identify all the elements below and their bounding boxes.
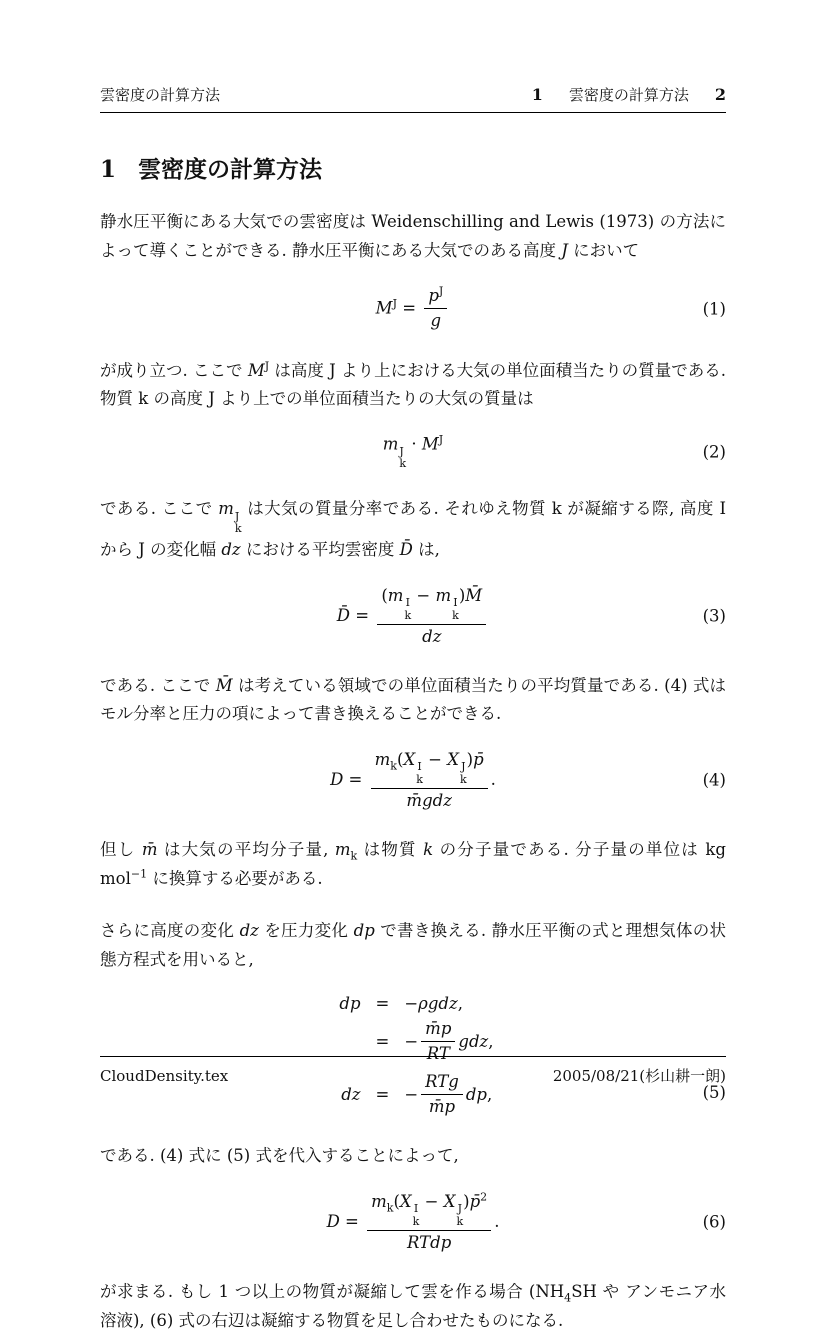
footer-filename: CloudDensity.tex <box>100 1067 229 1085</box>
text-run: である. ここで <box>100 675 216 695</box>
math-base: M <box>247 360 265 380</box>
math-subscript: k <box>412 1215 420 1229</box>
eq-row-equals: = <box>375 994 390 1014</box>
equation-6 <box>100 1191 726 1254</box>
text-run: − <box>404 994 419 1014</box>
math-italic: M̄ <box>215 675 233 695</box>
math-italic: dp <box>339 994 361 1014</box>
fraction-denominator <box>421 1095 463 1118</box>
section-number: 1 <box>100 156 117 183</box>
math-scripts <box>416 761 423 786</box>
math-italic: J <box>561 240 568 260</box>
equation-5-number: (5) <box>702 1083 726 1103</box>
math-superscript: J <box>438 432 444 446</box>
math-base: p̄ <box>469 1191 481 1211</box>
math-scripts <box>413 1203 420 1228</box>
math-superscript: J <box>457 1202 463 1216</box>
equation-3-number: (3) <box>702 606 726 626</box>
fraction-numerator <box>367 1191 491 1231</box>
text-run: . <box>494 1211 500 1231</box>
math-base: X <box>403 749 416 769</box>
section-heading <box>100 151 726 184</box>
section-title: 雲密度の計算方法 <box>138 157 323 183</box>
text-block <box>100 84 726 1335</box>
math-scripts <box>456 1203 463 1228</box>
text-run: は高度 J より上における大気の単位面積当たりの質量である. 物質 k の高度 J より上での単位面積当たりの大気の質量は <box>100 360 726 409</box>
equation-2-body <box>383 434 443 471</box>
text-run: − <box>419 1191 444 1211</box>
math-subscript: k <box>399 457 407 471</box>
math-italic: m̄gdz <box>406 790 452 810</box>
text-run: である. (4) 式に (5) 式を代入することによって, <box>100 1146 459 1166</box>
math-italic: p̄ <box>473 749 484 769</box>
equation-4 <box>100 749 726 812</box>
math-scripts <box>235 511 242 536</box>
math-italic: M̄ <box>465 585 483 605</box>
text-run: に換算する必要がある. <box>147 868 323 888</box>
text-run: ( <box>393 1191 400 1211</box>
math-superscript: 2 <box>480 1190 488 1204</box>
math-subscript: k <box>386 1201 394 1215</box>
fraction <box>424 285 447 333</box>
text-run: 静水圧平衡にある大気での雲密度は Weidenschilling and Lewis (1973) の方法によって導くことができる. 静水圧平衡にある大気でのある高度 <box>100 212 726 260</box>
header-section-number: 1 <box>531 85 543 104</box>
fraction <box>367 1191 491 1254</box>
text-run: ) <box>458 585 466 605</box>
text-run: , <box>457 994 463 1014</box>
text-run: − <box>404 1085 419 1105</box>
math-italic: D̄ <box>336 605 351 625</box>
eq-row-equals: = <box>375 1032 390 1052</box>
text-run: は大気の質量分率である. それゆえ物質 k が凝縮する際, 高度 I から J の変化幅 <box>100 499 726 560</box>
text-run: = <box>397 298 422 318</box>
paragraph-6 <box>100 917 726 974</box>
running-header <box>100 84 726 105</box>
text-run: が成り立つ. ここで <box>100 360 248 380</box>
text-run: さらに高度の変化 <box>100 921 240 941</box>
math-base: m <box>374 749 391 769</box>
eq-row-lhs <box>333 994 361 1013</box>
equation-4-body <box>330 749 496 812</box>
math-base: M <box>421 434 439 454</box>
text-run: , <box>487 1085 493 1105</box>
text-run: ( <box>397 749 404 769</box>
equation-6-number: (6) <box>702 1212 726 1232</box>
math-base: m <box>382 434 399 454</box>
running-header-left: 雲密度の計算方法 <box>100 86 221 104</box>
math-base: p <box>428 286 439 306</box>
math-italic: RT <box>426 1044 450 1064</box>
equation-1-body <box>376 285 451 333</box>
text-run: − <box>422 749 448 769</box>
text-run: · <box>406 434 422 454</box>
paragraph-5 <box>100 836 726 893</box>
math-base: m <box>218 499 234 519</box>
math-scripts <box>452 597 459 622</box>
text-run: で書き換える. 静水圧平衡の式と理想気体の状態方程式を用いると, <box>100 921 726 969</box>
footer-date-author: 2005/08/21(杉山耕一朗) <box>552 1067 726 1085</box>
math-italic: m̄p <box>428 1097 456 1117</box>
text-run: を圧力変化 <box>258 921 354 941</box>
text-run: 但し <box>100 840 142 860</box>
math-italic: D <box>330 769 344 789</box>
math-italic: dz <box>221 540 241 560</box>
math-superscript: J <box>438 284 444 298</box>
text-run: = <box>350 605 375 625</box>
math-subscript: k <box>350 849 358 863</box>
math-base: m <box>387 585 404 605</box>
math-italic: m̄p <box>425 1019 452 1039</box>
equation-4-number: (4) <box>702 770 726 790</box>
math-base: X <box>399 1191 412 1211</box>
text-run: の分子量である. 分子量の単位は kg mol <box>100 840 726 888</box>
math-subscript: k <box>456 1215 464 1229</box>
equation-6-body <box>327 1191 500 1254</box>
text-run: が求まる. もし 1 つ以上の物質が凝縮して雲を作る場合 (NH <box>100 1282 565 1302</box>
math-superscript: J <box>399 444 404 458</box>
text-run: は考えている領域での単位面積当たりの平均質量である. (4) 式はモル分率と圧力の項によって書き換えることができる. <box>100 675 726 724</box>
footer-row <box>100 1065 726 1086</box>
text-run: ) <box>463 1191 470 1211</box>
math-base: M <box>375 298 393 318</box>
text-run: = <box>343 769 368 789</box>
math-subscript: k <box>452 608 459 622</box>
eq-row-rhs <box>404 994 463 1013</box>
superscript: −1 <box>130 867 148 881</box>
math-superscript: J <box>392 296 397 310</box>
subscript: 4 <box>564 1291 572 1305</box>
equation-2-number: (2) <box>702 442 726 462</box>
text-run: における平均雲密度 <box>240 540 400 560</box>
math-subscript: k <box>459 773 467 787</box>
equation-3-body <box>337 585 489 648</box>
math-subscript: k <box>404 608 412 622</box>
math-superscript: I <box>453 596 458 610</box>
header-section-title: 雲密度の計算方法 <box>568 86 689 104</box>
math-superscript: J <box>234 509 240 523</box>
math-scripts <box>460 761 467 786</box>
text-run: SH や アンモニア水溶液), (6) 式の右辺は凝縮する物質を足し合わせたものになる. <box>100 1282 726 1330</box>
header-rule <box>100 112 726 113</box>
text-run: . <box>490 769 496 789</box>
math-superscript: I <box>413 1202 419 1216</box>
fraction <box>377 585 486 648</box>
math-italic: ρgdz <box>418 994 458 1014</box>
text-run: , <box>488 1032 494 1052</box>
paragraph-2 <box>100 357 726 414</box>
fraction-numerator <box>377 585 486 625</box>
paragraph-4 <box>100 672 726 729</box>
math-superscript: I <box>405 596 410 610</box>
text-run: = <box>339 1211 365 1231</box>
paragraph-8 <box>100 1278 726 1335</box>
text-run: は, <box>412 540 440 560</box>
math-superscript: J <box>264 359 270 373</box>
equation-2 <box>100 434 726 471</box>
fraction-denominator <box>371 789 488 812</box>
paragraph-7 <box>100 1142 726 1171</box>
math-superscript: J <box>461 760 466 774</box>
footer-rule <box>100 1056 726 1057</box>
math-subscript: k <box>390 759 397 773</box>
paragraph-1 <box>100 208 726 265</box>
math-italic: RTdp <box>407 1232 452 1252</box>
equation-1-number: (1) <box>702 299 726 319</box>
math-italic: k <box>423 840 434 860</box>
math-italic: m̄ <box>141 840 158 860</box>
fraction-denominator <box>424 309 447 332</box>
paragraph-3 <box>100 495 726 564</box>
math-base: m <box>435 585 452 605</box>
math-italic: D̄ <box>399 540 413 560</box>
math-base: m <box>371 1191 387 1211</box>
fraction <box>371 749 488 812</box>
text-run: は物質 <box>357 840 424 860</box>
text-run: − <box>404 1032 419 1052</box>
text-run: − <box>411 585 436 605</box>
math-base: X <box>443 1191 456 1211</box>
math-subscript: k <box>416 773 423 787</box>
math-italic: D <box>326 1211 340 1231</box>
page-footer <box>100 1056 726 1086</box>
fraction-numerator <box>421 1018 455 1042</box>
text-run: ( <box>381 585 388 605</box>
equation-5-row-1 <box>333 994 494 1013</box>
equation-1 <box>100 285 726 333</box>
text-run: である. ここで <box>100 499 219 519</box>
fraction-numerator <box>371 749 488 789</box>
fraction-denominator <box>377 625 486 648</box>
equation-3 <box>100 585 726 648</box>
eq-row-equals: = <box>375 1085 390 1105</box>
math-subscript: k <box>234 522 242 536</box>
math-italic: dz <box>422 626 442 646</box>
math-italic: RTg <box>425 1071 459 1091</box>
math-italic: dz <box>239 921 259 941</box>
running-header-right <box>532 84 726 105</box>
fraction-denominator <box>367 1231 491 1254</box>
math-italic: dz <box>341 1085 361 1105</box>
text-run: は大気の平均分子量, <box>157 840 335 860</box>
math-superscript: I <box>417 760 422 774</box>
fraction-numerator <box>424 285 447 309</box>
text-run: において <box>567 240 640 260</box>
header-page-number: 2 <box>714 85 726 104</box>
math-base: X <box>447 749 459 769</box>
math-italic: g <box>430 311 442 331</box>
eq-row-lhs <box>333 1085 361 1104</box>
math-italic: dp <box>465 1085 487 1105</box>
math-base: m <box>334 840 351 860</box>
math-italic: dp <box>353 921 375 941</box>
text-run: ) <box>466 749 474 769</box>
math-italic: gdz <box>458 1032 489 1052</box>
